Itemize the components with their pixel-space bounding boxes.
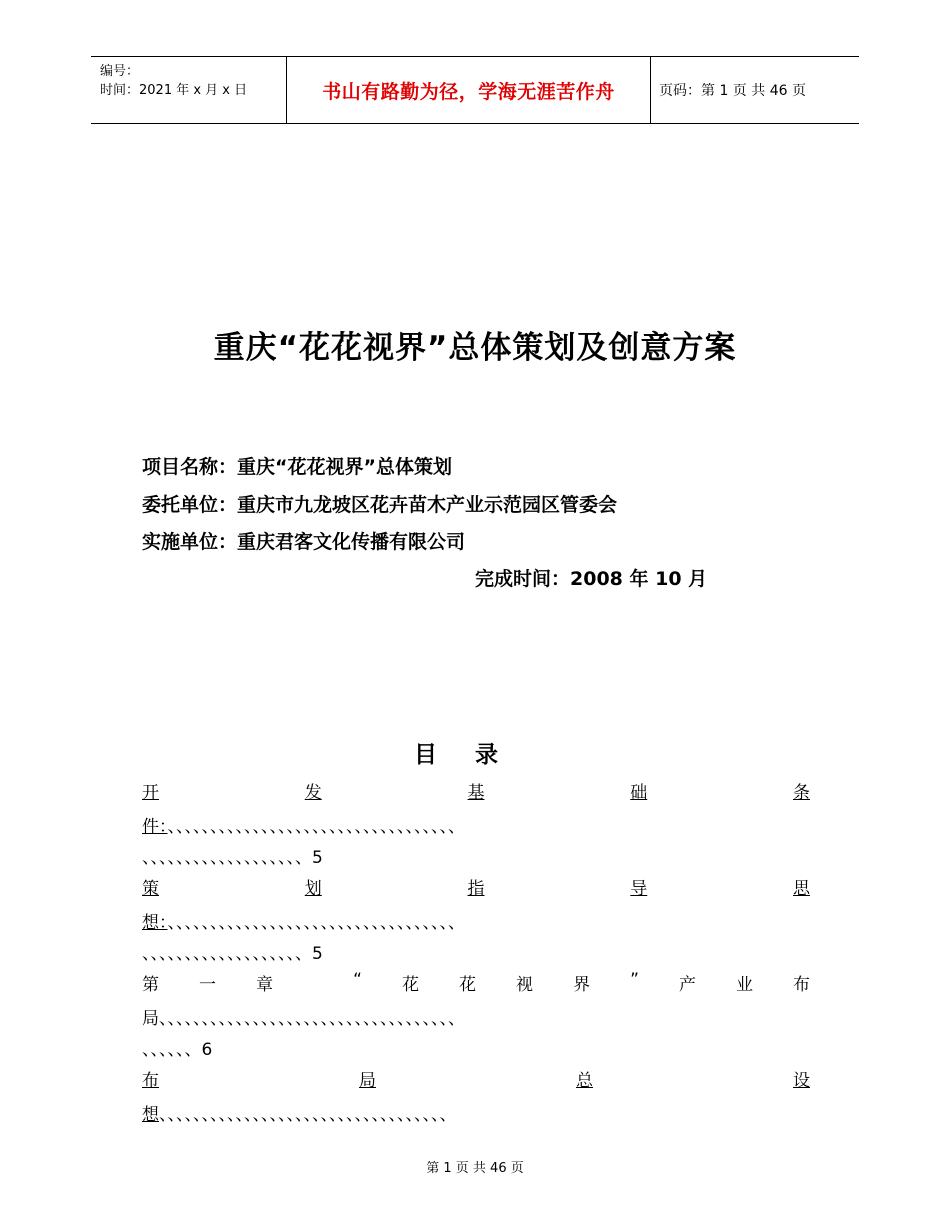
toc-char: 思 xyxy=(793,879,810,899)
toc-char: 业 xyxy=(735,975,753,995)
header-motto-cell xyxy=(286,57,651,123)
toc-title: 目录 xyxy=(414,742,536,768)
toc-char: 划 xyxy=(304,879,322,899)
executor-unit: 实施单位：重庆君客文化传播有限公司 xyxy=(142,531,466,553)
toc-char: 础 xyxy=(630,783,648,803)
toc-entry-4-label-end[interactable]: 想 xyxy=(142,1105,159,1125)
toc-entry-1-line-2 xyxy=(142,812,810,837)
toc-char: 局 xyxy=(359,1071,376,1091)
toc-entry-4-line-2 xyxy=(142,1100,810,1125)
toc-char: 指 xyxy=(467,879,485,899)
toc-leader: 、、、、、、、、、、、、、、、、、、、、、、、、、、、、、、、、、、 xyxy=(167,817,465,837)
toc-entry-3-line-1[interactable] xyxy=(142,970,810,995)
toc-char: 布 xyxy=(142,1071,159,1091)
toc-entry-1-line-3: 、、、、、、、、、、、、、、、、、、、5 xyxy=(142,848,323,868)
project-name: 项目名称：重庆“花花视界”总体策划 xyxy=(142,456,452,478)
toc-char: ” xyxy=(630,970,639,990)
toc-char: 发 xyxy=(304,783,322,803)
header-page-cell xyxy=(650,57,859,123)
toc-char: 第 xyxy=(142,975,159,995)
toc-entry-2-line-1[interactable] xyxy=(142,874,810,899)
header-table xyxy=(91,56,859,124)
toc-char: 开 xyxy=(142,783,159,803)
toc-char: 花 xyxy=(401,975,419,995)
toc-char: 设 xyxy=(793,1071,810,1091)
toc-entry-2-line-3: 、、、、、、、、、、、、、、、、、、、5 xyxy=(142,944,323,964)
page-info: 页码：第 1 页 共 46 页 xyxy=(659,83,806,99)
header-meta-cell xyxy=(91,57,286,123)
motto-text: 书山有路勤为径，学海无涯苦作舟 xyxy=(322,80,615,103)
toc-entry-2-label-end[interactable]: 想： xyxy=(142,913,168,933)
doc-time-label: 时间：2021 年 x 月 x 日 xyxy=(100,83,248,98)
toc-leader: 、、、、、、、、、、、、、、、、、、、、、、、、、、、、、、、、、、 xyxy=(167,913,465,933)
toc-char: 总 xyxy=(576,1071,593,1091)
toc-entry-3-line-2: 局、、、、、、、、、、、、、、、、、、、、、、、、、、、、、、、、、、、 xyxy=(142,1009,465,1029)
toc-entry-1-line-1[interactable] xyxy=(142,778,810,803)
toc-entry-2-line-2 xyxy=(142,908,810,933)
toc-leader: 、、、、、、、、、、、、、、、、、、、、、、、、、、、、、、、、、、 xyxy=(159,1105,457,1125)
toc-char: 一 xyxy=(199,975,217,995)
toc-char: 策 xyxy=(142,879,159,899)
toc-char: 章 xyxy=(256,975,274,995)
page-footer: 第 1 页 共 46 页 xyxy=(426,1161,524,1176)
toc-char: “ xyxy=(353,970,362,990)
toc-entry-1-label-end[interactable]: 件： xyxy=(142,817,168,837)
toc-entry-4-line-1[interactable] xyxy=(142,1066,810,1091)
toc-char: 视 xyxy=(516,975,534,995)
toc-char: 条 xyxy=(793,783,810,803)
client-unit: 委托单位：重庆市九龙坡区花卉苗木产业示范园区管委会 xyxy=(142,494,618,516)
toc-char: 导 xyxy=(630,879,648,899)
toc-char: 布 xyxy=(793,975,810,995)
doc-number-label: 编号： xyxy=(100,64,140,79)
toc-entry-3-line-3: 、、、、、、6 xyxy=(142,1040,213,1060)
toc-char: 花 xyxy=(459,975,476,995)
toc-char: 界 xyxy=(573,975,591,995)
toc-char: 基 xyxy=(467,783,485,803)
completion-date: 完成时间：2008 年 10 月 xyxy=(475,568,708,590)
document-title: 重庆“花花视界”总体策划及创意方案 xyxy=(213,330,737,366)
toc-char: 产 xyxy=(678,975,696,995)
